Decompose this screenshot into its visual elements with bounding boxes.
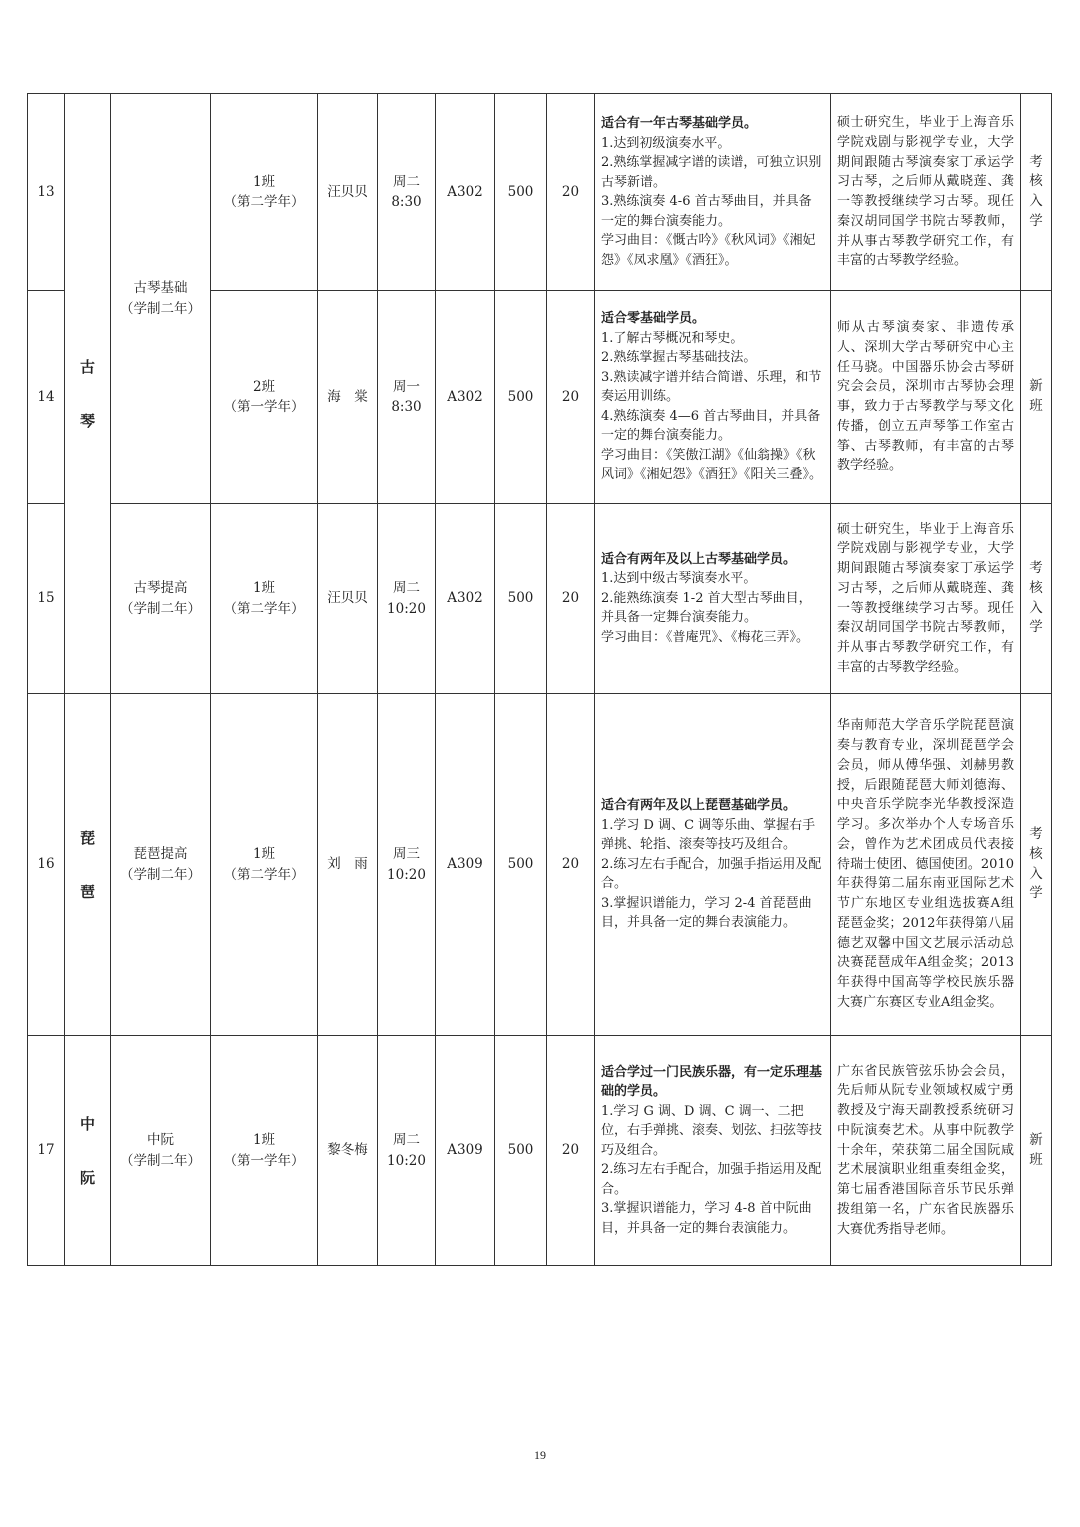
schedule-time: 10:20 bbox=[387, 600, 426, 617]
enrollment-note-cell bbox=[1021, 694, 1052, 1036]
requirements-cell bbox=[595, 291, 831, 504]
schedule-time: 8:30 bbox=[391, 399, 422, 415]
course-cell bbox=[111, 94, 211, 504]
fee: 500 bbox=[495, 694, 547, 1036]
instrument-label: 中阮 bbox=[79, 1114, 95, 1187]
room: A302 bbox=[436, 94, 495, 291]
requirements-line: 2.能熟练演奏 1-2 首大型古琴曲目，并具备一定舞台演奏能力。 bbox=[601, 590, 812, 626]
course-name: 古琴提高 bbox=[133, 580, 188, 597]
schedule-cell bbox=[378, 504, 436, 694]
requirements-line: 2.熟练掌握古琴基础技法。 bbox=[601, 350, 757, 366]
class-year: （第二学年） bbox=[223, 866, 305, 883]
room: A302 bbox=[436, 504, 495, 694]
course-name: 古琴基础 bbox=[133, 280, 188, 297]
requirements-line: 4.熟练演奏 4—6 首古琴曲目，并具备一定的舞台演奏能力。 bbox=[601, 408, 821, 444]
class-name: 1班 bbox=[252, 1132, 276, 1149]
table-row bbox=[28, 504, 1052, 694]
schedule-time: 10:20 bbox=[387, 866, 426, 883]
room: A302 bbox=[436, 291, 495, 504]
course-name: 琵琶提高 bbox=[133, 846, 188, 863]
schedule-time: 8:30 bbox=[391, 194, 422, 210]
schedule-day: 周三 bbox=[393, 846, 420, 863]
row-number: 13 bbox=[28, 94, 65, 291]
course-duration: （学制二年） bbox=[120, 1152, 201, 1169]
schedule-cell bbox=[378, 1036, 436, 1266]
course-table bbox=[27, 93, 1052, 1266]
class-name: 1班 bbox=[252, 173, 276, 190]
requirements-line: 3.熟练演奏 4-6 首古琴曲目，并具备一定的舞台演奏能力。 bbox=[601, 194, 812, 229]
fee: 500 bbox=[495, 504, 547, 694]
requirements-cell bbox=[595, 504, 831, 694]
teacher-bio: 华南师范大学音乐学院琵琶演奏与教育专业，深圳琵琶学会会员，师从傅华强、刘赫男教授，后跟随琵琶大师刘德海、中央音乐学院李光华教授深造学习。多次举办个人专场音乐会，曾作为艺术团成员代表接待瑞士使团、德国使团。2010 年获得第二届东南亚国际艺术节广东地区专业组选拔赛A组琵琶金奖；2012年获得第八届德艺双馨中国文艺展示活动总决赛琵琶成年A组金奖；2013年获得中国高等学校民族乐器大赛广东赛区专业A组金奖。 bbox=[831, 694, 1021, 1036]
class-year: （第二学年） bbox=[223, 194, 305, 210]
fee: 500 bbox=[495, 94, 547, 291]
teacher-bio: 硕士研究生，毕业于上海音乐学院戏剧与影视学专业，大学期间跟随古琴演奏家丁承运学习古琴，之后师从戴晓莲、龚一等教授继续学习古琴。现任秦汉胡同国学书院古琴教师，并从事古琴教学研究工作，有丰富的古琴教学经验。 bbox=[831, 94, 1021, 291]
requirements-cell bbox=[595, 694, 831, 1036]
seats: 20 bbox=[547, 1036, 595, 1266]
table-row bbox=[28, 694, 1052, 1036]
requirements-heading: 适合零基础学员。 bbox=[601, 311, 706, 327]
teacher-name: 刘 雨 bbox=[318, 694, 378, 1036]
fee: 500 bbox=[495, 291, 547, 504]
enrollment-note: 考核入学 bbox=[1029, 560, 1043, 636]
enrollment-note-cell bbox=[1021, 1036, 1052, 1266]
enrollment-note-cell bbox=[1021, 291, 1052, 504]
seats: 20 bbox=[547, 504, 595, 694]
schedule-day: 周二 bbox=[393, 580, 420, 597]
requirements-heading: 适合有两年及以上琵琶基础学员。 bbox=[601, 798, 797, 814]
requirements-line: 1.达到初级演奏水平。 bbox=[601, 135, 731, 151]
requirements-line: 2.练习左右手配合，加强手指运用及配合。 bbox=[601, 856, 822, 892]
requirements-line: 3.掌握识谱能力，学习 2-4 首琵琶曲目，并具备一定的舞台表演能力。 bbox=[601, 895, 812, 931]
class-name: 1班 bbox=[252, 846, 276, 863]
course-cell bbox=[111, 694, 211, 1036]
requirements-line: 3.熟读减字谱并结合简谱、乐理，和节奏运用训练。 bbox=[601, 369, 822, 405]
requirements-cell bbox=[595, 94, 831, 291]
requirements-line: 学习曲目：《笑傲江湖》《仙翁操》《秋风词》《湘妃怨》《酒狂》《阳关三叠》。 bbox=[601, 447, 823, 483]
requirements-line: 3.掌握识谱能力，学习 4-8 首中阮曲目，并具备一定的舞台表演能力。 bbox=[601, 1201, 812, 1236]
page-number: 19 bbox=[534, 1448, 546, 1462]
class-year: （第一学年） bbox=[223, 1152, 305, 1169]
enrollment-note: 新班 bbox=[1029, 378, 1043, 414]
course-duration: （学制二年） bbox=[120, 600, 201, 617]
requirements-line: 学习曲目：《普庵咒》、《梅花三弄》。 bbox=[601, 629, 810, 645]
instrument-cell bbox=[65, 94, 111, 694]
teacher-name: 汪贝贝 bbox=[318, 94, 378, 291]
enrollment-note-cell bbox=[1021, 94, 1052, 291]
class-name: 1班 bbox=[252, 580, 276, 597]
requirements-heading: 适合有一年古琴基础学员。 bbox=[601, 116, 758, 131]
requirements-line: 1.了解古琴概况和琴史。 bbox=[601, 330, 744, 346]
course-duration: （学制二年） bbox=[120, 300, 201, 317]
schedule-day: 周二 bbox=[393, 173, 420, 190]
row-number: 17 bbox=[28, 1036, 65, 1266]
instrument-label: 琵琶 bbox=[79, 828, 95, 901]
class-cell bbox=[211, 94, 318, 291]
requirements-heading: 适合学过一门民族乐器，有一定乐理基础的学员。 bbox=[601, 1064, 823, 1100]
schedule-day: 周二 bbox=[393, 1132, 420, 1149]
seats: 20 bbox=[547, 291, 595, 504]
requirements-line: 1.学习 D 调、C 调等乐曲、掌握右手弹挑、轮指、滚奏等技巧及组合。 bbox=[601, 817, 816, 853]
course-cell bbox=[111, 504, 211, 694]
schedule-day: 周一 bbox=[393, 378, 420, 395]
course-duration: （学制二年） bbox=[120, 866, 201, 883]
enrollment-note: 考核入学 bbox=[1029, 153, 1043, 229]
requirements-cell bbox=[595, 1036, 831, 1266]
seats: 20 bbox=[547, 94, 595, 291]
fee: 500 bbox=[495, 1036, 547, 1266]
teacher-bio: 硕士研究生，毕业于上海音乐学院戏剧与影视学专业，大学期间跟随古琴演奏家丁承运学习古琴，之后师从戴晓莲、龚一等教授继续学习古琴。现任秦汉胡同国学书院古琴教师，并从事古琴教学研究工作，有丰富的古琴教学经验。 bbox=[831, 504, 1021, 694]
table-row bbox=[28, 94, 1052, 291]
requirements-line: 1.达到中级古琴演奏水平。 bbox=[601, 571, 757, 587]
requirements-line: 1.学习 G 调、D 调、C 调一、二把位，右手弹挑、滚奏、划弦、扫弦等技巧及组合。 bbox=[601, 1103, 823, 1158]
room: A309 bbox=[436, 1036, 495, 1266]
schedule-cell bbox=[378, 94, 436, 291]
teacher-name: 黎冬梅 bbox=[318, 1036, 378, 1266]
requirements-line: 学习曲目：《慨古吟》《秋风词》《湘妃怨》《凤求凰》《酒狂》。 bbox=[601, 233, 816, 268]
enrollment-note: 考核入学 bbox=[1029, 826, 1043, 902]
enrollment-note: 新班 bbox=[1029, 1131, 1043, 1168]
class-cell bbox=[211, 291, 318, 504]
table-row bbox=[28, 1036, 1052, 1266]
requirements-heading: 适合有两年及以上古琴基础学员。 bbox=[601, 551, 797, 567]
course-name: 中阮 bbox=[147, 1132, 174, 1149]
class-year: （第二学年） bbox=[223, 600, 305, 617]
teacher-name: 汪贝贝 bbox=[318, 504, 378, 694]
instrument-cell bbox=[65, 1036, 111, 1266]
course-cell bbox=[111, 1036, 211, 1266]
seats: 20 bbox=[547, 694, 595, 1036]
requirements-line: 2.熟练掌握减字谱的读谱，可独立识别古琴新谱。 bbox=[601, 155, 822, 190]
row-number: 15 bbox=[28, 504, 65, 694]
row-number: 16 bbox=[28, 694, 65, 1036]
room: A309 bbox=[436, 694, 495, 1036]
class-year: （第一学年） bbox=[223, 399, 305, 415]
class-cell bbox=[211, 1036, 318, 1266]
schedule-cell bbox=[378, 291, 436, 504]
schedule-time: 10:20 bbox=[387, 1152, 426, 1169]
teacher-bio: 师从古琴演奏家、非遗传承人、深圳大学古琴研究中心主任马骁。中国器乐协会古琴研究会会员，深圳市古琴协会理事，致力于古琴教学与琴文化传播，创立五声琴筝工作室古筝、古琴教师，有丰富的古琴教学经验。 bbox=[831, 291, 1021, 504]
row-number: 14 bbox=[28, 291, 65, 504]
instrument-label: 古琴 bbox=[79, 357, 95, 430]
teacher-name: 海 棠 bbox=[318, 291, 378, 504]
class-cell bbox=[211, 504, 318, 694]
schedule-cell bbox=[378, 694, 436, 1036]
class-name: 2班 bbox=[252, 378, 276, 395]
enrollment-note-cell bbox=[1021, 504, 1052, 694]
requirements-line: 2.练习左右手配合，加强手指运用及配合。 bbox=[601, 1162, 822, 1197]
teacher-bio: 广东省民族管弦乐协会会员，先后师从阮专业领域权威宁勇教授及宁海天副教授系统研习中阮演奏艺术。从事中阮教学十余年，荣获第二届全国阮咸艺术展演职业组重奏组金奖，第七届香港国际音乐节民乐弹拨组第一名，广东省民族器乐大赛优秀指导老师。 bbox=[831, 1036, 1021, 1266]
class-cell bbox=[211, 694, 318, 1036]
instrument-cell bbox=[65, 694, 111, 1036]
